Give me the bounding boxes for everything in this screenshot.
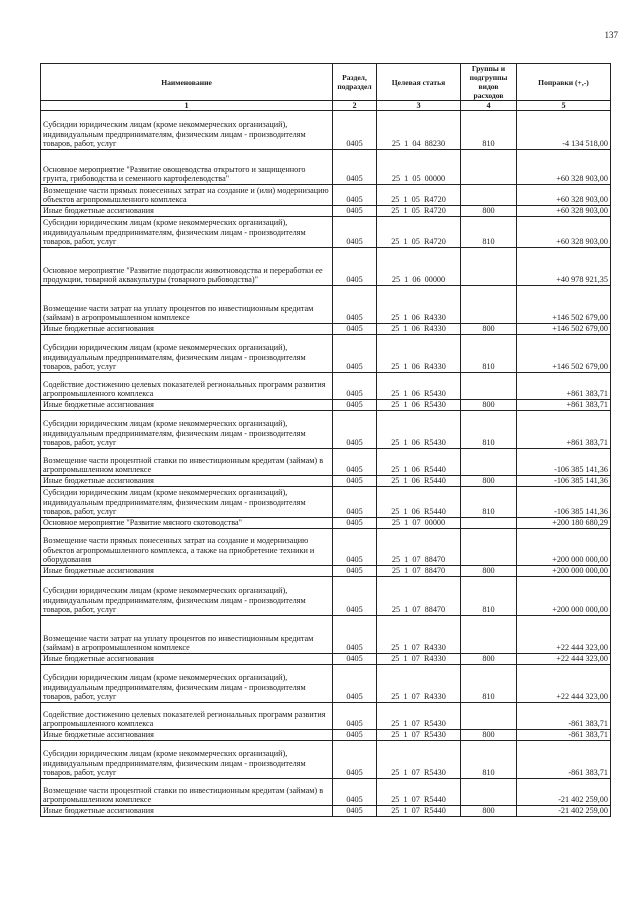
row-name: Возмещение части процентной ставки по инвестиционным кредитам (займам) в агропромышленном комплексе — [41, 779, 333, 806]
row-section: 0405 — [333, 518, 377, 529]
row-target: 25 1 07 R4330 — [377, 654, 461, 665]
row-target: 25 1 06 R5440 — [377, 487, 461, 518]
row-section: 0405 — [333, 324, 377, 335]
row-section: 0405 — [333, 654, 377, 665]
table-row — [41, 703, 611, 730]
row-target: 25 1 07 R5430 — [377, 730, 461, 741]
table-row — [41, 566, 611, 577]
row-amount: -861 383,71 — [517, 730, 611, 741]
row-name: Иные бюджетные ассигнования — [41, 730, 333, 741]
row-section: 0405 — [333, 400, 377, 411]
column-number: 1 — [41, 101, 333, 111]
table-row — [41, 411, 611, 449]
header-amount: Поправки (+,-) — [517, 64, 611, 101]
row-target: 25 1 06 R4330 — [377, 324, 461, 335]
row-section: 0405 — [333, 779, 377, 806]
row-group: 810 — [461, 217, 517, 248]
table-row — [41, 286, 611, 324]
row-group — [461, 703, 517, 730]
table-row — [41, 779, 611, 806]
row-target: 25 1 05 00000 — [377, 150, 461, 185]
row-amount: +146 502 679,00 — [517, 335, 611, 373]
row-target: 25 1 07 88470 — [377, 529, 461, 566]
row-group — [461, 286, 517, 324]
row-amount: +200 000 000,00 — [517, 529, 611, 566]
row-group: 800 — [461, 654, 517, 665]
row-group — [461, 616, 517, 654]
row-amount: +22 444 323,00 — [517, 654, 611, 665]
table-row — [41, 665, 611, 703]
row-group — [461, 373, 517, 400]
table-row — [41, 324, 611, 335]
table-row — [41, 577, 611, 616]
row-section: 0405 — [333, 665, 377, 703]
row-section: 0405 — [333, 487, 377, 518]
row-group — [461, 248, 517, 286]
row-name: Субсидии юридическим лицам (кроме некоммерческих организаций), индивидуальным предпринимателям, физическим лицам - производителям товаров, работ, услуг — [41, 577, 333, 616]
row-name: Возмещение части затрат на уплату процентов по инвестиционным кредитам (займам) в агропромышленном комплексе — [41, 286, 333, 324]
row-target: 25 1 06 R4330 — [377, 286, 461, 324]
row-section: 0405 — [333, 217, 377, 248]
row-amount: +146 502 679,00 — [517, 324, 611, 335]
row-target: 25 1 07 00000 — [377, 518, 461, 529]
row-section: 0405 — [333, 806, 377, 817]
row-amount: -861 383,71 — [517, 703, 611, 730]
page-number: 137 — [604, 30, 618, 40]
row-amount: +861 383,71 — [517, 400, 611, 411]
row-name: Возмещение части прямых понесенных затрат на создание и модернизацию объектов агропромышленного комплекса, а также на приобретение техники и оборудования — [41, 529, 333, 566]
row-section: 0405 — [333, 248, 377, 286]
row-amount: -106 385 141,36 — [517, 476, 611, 487]
row-name: Основное мероприятие "Развитие подотрасли животноводства и переработки ее продукции, товарной аквакультуры (товарного рыбоводства)" — [41, 248, 333, 286]
row-target: 25 1 07 R5430 — [377, 703, 461, 730]
row-name: Иные бюджетные ассигнования — [41, 654, 333, 665]
row-amount: +60 328 903,00 — [517, 185, 611, 206]
row-name: Иные бюджетные ассигнования — [41, 566, 333, 577]
row-section: 0405 — [333, 730, 377, 741]
row-group: 800 — [461, 476, 517, 487]
row-target: 25 1 06 00000 — [377, 248, 461, 286]
row-section: 0405 — [333, 411, 377, 449]
row-group — [461, 518, 517, 529]
table-body — [41, 111, 611, 817]
row-target: 25 1 05 R4720 — [377, 185, 461, 206]
row-section: 0405 — [333, 335, 377, 373]
row-name: Основное мероприятие "Развитие овощеводства открытого и защищенного грунта, грибоводства и семенного картофелеводства" — [41, 150, 333, 185]
row-name: Субсидии юридическим лицам (кроме некоммерческих организаций), индивидуальным предпринимателям, физическим лицам - производителям товаров, работ, услуг — [41, 335, 333, 373]
row-group: 800 — [461, 806, 517, 817]
row-name: Иные бюджетные ассигнования — [41, 400, 333, 411]
table-row — [41, 518, 611, 529]
table-row — [41, 616, 611, 654]
table-row — [41, 654, 611, 665]
table-row — [41, 400, 611, 411]
row-section: 0405 — [333, 373, 377, 400]
row-amount: +22 444 323,00 — [517, 616, 611, 654]
column-number-row — [41, 101, 611, 111]
row-section: 0405 — [333, 449, 377, 476]
row-amount: +146 502 679,00 — [517, 286, 611, 324]
row-group: 810 — [461, 741, 517, 779]
table-row — [41, 476, 611, 487]
row-name: Возмещение части прямых понесенных затрат на создание и (или) модернизацию объектов агропромышленного комплекса — [41, 185, 333, 206]
row-group: 810 — [461, 335, 517, 373]
row-section: 0405 — [333, 703, 377, 730]
table-row — [41, 150, 611, 185]
row-name: Субсидии юридическим лицам (кроме некоммерческих организаций), индивидуальным предпринимателям, физическим лицам - производителям товаров, работ, услуг — [41, 411, 333, 449]
column-number: 5 — [517, 101, 611, 111]
row-name: Иные бюджетные ассигнования — [41, 806, 333, 817]
row-amount: +60 328 903,00 — [517, 150, 611, 185]
row-target: 25 1 06 R5430 — [377, 373, 461, 400]
row-amount: -21 402 259,00 — [517, 779, 611, 806]
row-target: 25 1 07 R5440 — [377, 779, 461, 806]
table-row — [41, 730, 611, 741]
row-name: Возмещение части затрат на уплату процентов по инвестиционным кредитам (займам) в агропромышленном комплексе — [41, 616, 333, 654]
table-row — [41, 487, 611, 518]
row-amount: +200 180 680,29 — [517, 518, 611, 529]
table-row — [41, 185, 611, 206]
row-target: 25 1 06 R5430 — [377, 400, 461, 411]
row-target: 25 1 04 88230 — [377, 111, 461, 150]
row-group: 800 — [461, 566, 517, 577]
row-name: Основное мероприятие "Развитие мясного скотоводства" — [41, 518, 333, 529]
column-number: 2 — [333, 101, 377, 111]
row-name: Иные бюджетные ассигнования — [41, 476, 333, 487]
row-name: Содействие достижению целевых показателей региональных программ развития агропромышленного комплекса — [41, 703, 333, 730]
row-amount: -106 385 141,36 — [517, 449, 611, 476]
row-name: Субсидии юридическим лицам (кроме некоммерческих организаций), индивидуальным предпринимателям, физическим лицам - производителям товаров, работ, услуг — [41, 111, 333, 150]
row-group: 810 — [461, 665, 517, 703]
row-group: 800 — [461, 730, 517, 741]
table-row — [41, 206, 611, 217]
row-name: Иные бюджетные ассигнования — [41, 324, 333, 335]
row-group: 800 — [461, 206, 517, 217]
row-target: 25 1 07 R5440 — [377, 806, 461, 817]
row-target: 25 1 07 R4330 — [377, 616, 461, 654]
row-amount: +60 328 903,00 — [517, 217, 611, 248]
row-name: Субсидии юридическим лицам (кроме некоммерческих организаций), индивидуальным предпринимателям, физическим лицам - производителям товаров, работ, услуг — [41, 665, 333, 703]
row-name: Возмещение части процентной ставки по инвестиционным кредитам (займам) в агропромышленном комплексе — [41, 449, 333, 476]
row-group — [461, 449, 517, 476]
row-target: 25 1 06 R4330 — [377, 335, 461, 373]
row-group — [461, 185, 517, 206]
row-name: Содействие достижению целевых показателей региональных программ развития агропромышленного комплекса — [41, 373, 333, 400]
table-row — [41, 248, 611, 286]
row-target: 25 1 07 88470 — [377, 577, 461, 616]
row-group: 810 — [461, 111, 517, 150]
table-header-row — [41, 64, 611, 101]
row-section: 0405 — [333, 476, 377, 487]
row-section: 0405 — [333, 286, 377, 324]
row-name: Субсидии юридическим лицам (кроме некоммерческих организаций), индивидуальным предпринимателям, физическим лицам - производителям товаров, работ, услуг — [41, 487, 333, 518]
row-group: 810 — [461, 411, 517, 449]
row-section: 0405 — [333, 741, 377, 779]
row-target: 25 1 05 R4720 — [377, 217, 461, 248]
table-row — [41, 449, 611, 476]
row-section: 0405 — [333, 185, 377, 206]
column-number: 3 — [377, 101, 461, 111]
row-amount: +861 383,71 — [517, 373, 611, 400]
row-amount: +40 978 921,35 — [517, 248, 611, 286]
row-section: 0405 — [333, 616, 377, 654]
row-section: 0405 — [333, 150, 377, 185]
row-target: 25 1 06 R5430 — [377, 411, 461, 449]
row-name: Иные бюджетные ассигнования — [41, 206, 333, 217]
header-section: Раздел, подраздел — [333, 64, 377, 101]
row-group: 800 — [461, 400, 517, 411]
row-group: 800 — [461, 324, 517, 335]
row-group: 810 — [461, 577, 517, 616]
row-name: Субсидии юридическим лицам (кроме некоммерческих организаций), индивидуальным предпринимателям, физическим лицам - производителям товаров, работ, услуг — [41, 217, 333, 248]
row-group: 810 — [461, 487, 517, 518]
row-target: 25 1 06 R5440 — [377, 449, 461, 476]
row-section: 0405 — [333, 111, 377, 150]
row-amount: -861 383,71 — [517, 741, 611, 779]
row-section: 0405 — [333, 529, 377, 566]
row-target: 25 1 05 R4720 — [377, 206, 461, 217]
row-section: 0405 — [333, 206, 377, 217]
row-target: 25 1 07 R5430 — [377, 741, 461, 779]
row-name: Субсидии юридическим лицам (кроме некоммерческих организаций), индивидуальным предпринимателям, физическим лицам - производителям товаров, работ, услуг — [41, 741, 333, 779]
table-row — [41, 335, 611, 373]
row-amount: -21 402 259,00 — [517, 806, 611, 817]
budget-amendments-table — [40, 63, 611, 817]
table-row — [41, 373, 611, 400]
table-row — [41, 741, 611, 779]
row-amount: +22 444 323,00 — [517, 665, 611, 703]
table-row — [41, 111, 611, 150]
row-group — [461, 779, 517, 806]
header-group: Группы и подгруппы видов расходов — [461, 64, 517, 101]
row-section: 0405 — [333, 577, 377, 616]
row-group — [461, 529, 517, 566]
row-amount: -4 134 518,00 — [517, 111, 611, 150]
table-row — [41, 529, 611, 566]
row-amount: -106 385 141,36 — [517, 487, 611, 518]
row-amount: +861 383,71 — [517, 411, 611, 449]
row-amount: +200 000 000,00 — [517, 566, 611, 577]
header-target: Целевая статья — [377, 64, 461, 101]
column-number: 4 — [461, 101, 517, 111]
header-name: Наименование — [41, 64, 333, 101]
row-amount: +60 328 903,00 — [517, 206, 611, 217]
row-amount: +200 000 000,00 — [517, 577, 611, 616]
row-group — [461, 150, 517, 185]
table-row — [41, 806, 611, 817]
row-target: 25 1 07 R4330 — [377, 665, 461, 703]
row-section: 0405 — [333, 566, 377, 577]
row-target: 25 1 06 R5440 — [377, 476, 461, 487]
table-row — [41, 217, 611, 248]
row-target: 25 1 07 88470 — [377, 566, 461, 577]
